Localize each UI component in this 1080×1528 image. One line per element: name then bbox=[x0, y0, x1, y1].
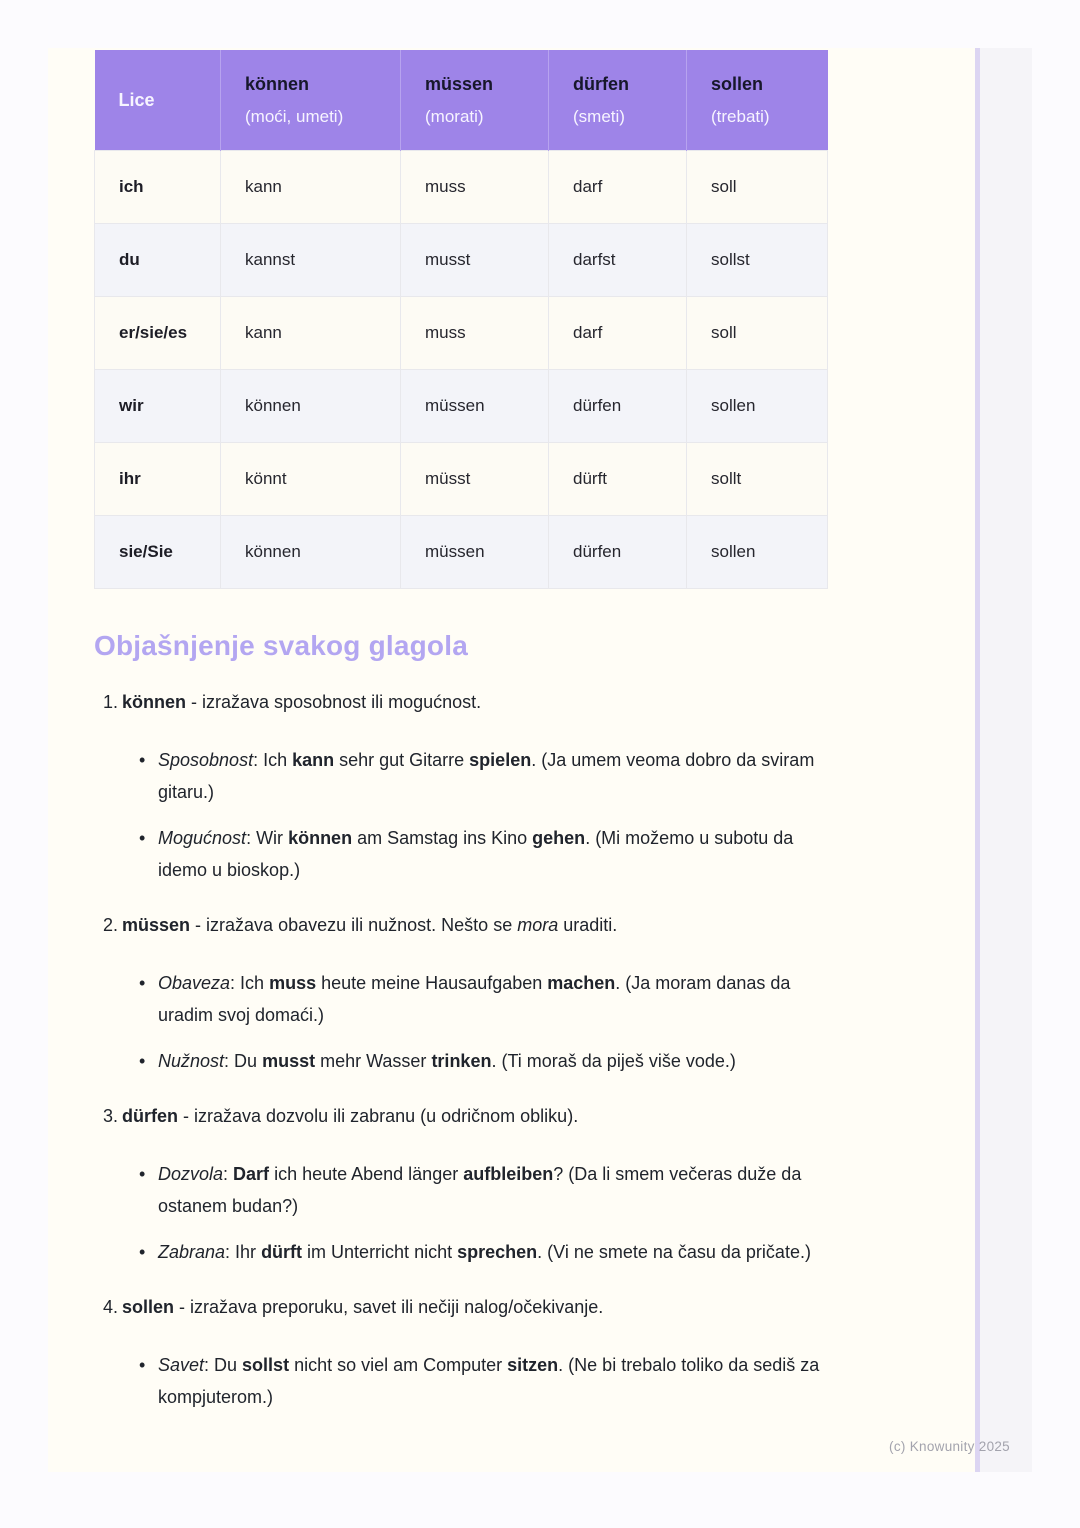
header-translation-label: (smeti) bbox=[573, 107, 625, 126]
conjugation-cell: sollst bbox=[687, 224, 828, 297]
text-segment: Dozvola bbox=[158, 1164, 224, 1184]
conjugation-cell: muss bbox=[401, 151, 549, 224]
text-segment: sitzen bbox=[507, 1355, 559, 1375]
table-header-cell bbox=[687, 50, 828, 151]
text-segment: können bbox=[122, 692, 187, 712]
table-row bbox=[95, 443, 828, 516]
conjugation-cell: können bbox=[221, 370, 401, 443]
explanations-list bbox=[94, 686, 827, 1413]
conjugation-cell: müsst bbox=[401, 443, 549, 516]
text-segment: . (Mi možemo u subotu da idemo u bioskop.) bbox=[158, 828, 794, 880]
text-segment: : Ich bbox=[230, 973, 270, 993]
text-segment: können bbox=[288, 828, 353, 848]
header-translation-label: (trebati) bbox=[711, 107, 770, 126]
document-page bbox=[48, 48, 976, 1472]
item-number: 3. bbox=[103, 1106, 119, 1126]
conjugation-cell: kann bbox=[221, 151, 401, 224]
explanation-lead bbox=[103, 1291, 827, 1323]
text-segment: . (Vi ne smete na času da pričate.) bbox=[537, 1242, 811, 1262]
explanation-lead bbox=[103, 909, 827, 941]
conjugation-cell: soll bbox=[687, 151, 828, 224]
example-list bbox=[94, 1158, 827, 1268]
table-row bbox=[95, 516, 828, 589]
conjugation-cell: darf bbox=[549, 297, 687, 370]
text-segment: musst bbox=[262, 1051, 316, 1071]
example-item bbox=[158, 1045, 827, 1077]
header-verb-label: sollen bbox=[711, 74, 764, 94]
conjugation-cell: können bbox=[221, 516, 401, 589]
text-segment: - izražava dozvolu ili zabranu (u odričnom obliku). bbox=[178, 1106, 579, 1126]
text-segment: Nužnost bbox=[158, 1051, 225, 1071]
example-item bbox=[158, 1158, 827, 1222]
conjugation-cell: musst bbox=[401, 224, 549, 297]
text-segment: : Du bbox=[224, 1051, 263, 1071]
example-list bbox=[94, 967, 827, 1077]
text-segment: . (Ja umem veoma dobro da sviram gitaru.) bbox=[158, 750, 815, 802]
conjugation-cell: dürfen bbox=[549, 370, 687, 443]
text-segment: trinken bbox=[431, 1051, 492, 1071]
example-item bbox=[158, 744, 827, 808]
right-rail bbox=[975, 48, 1032, 1472]
text-segment: sollen bbox=[122, 1297, 175, 1317]
conjugation-cell: sollen bbox=[687, 370, 828, 443]
table-row bbox=[95, 224, 828, 297]
person-cell: ich bbox=[95, 151, 221, 224]
text-segment: Darf bbox=[233, 1164, 270, 1184]
copyright-text: (c) Knowunity 2025 bbox=[889, 1439, 1010, 1454]
conjugation-cell: sollen bbox=[687, 516, 828, 589]
conjugation-cell: darf bbox=[549, 151, 687, 224]
table-header-cell bbox=[95, 50, 221, 151]
text-segment: aufbleiben bbox=[463, 1164, 554, 1184]
text-segment: nicht so viel am Computer bbox=[289, 1355, 508, 1375]
text-segment: mehr Wasser bbox=[315, 1051, 432, 1071]
text-segment: heute meine Hausaufgaben bbox=[316, 973, 548, 993]
person-cell: ihr bbox=[95, 443, 221, 516]
conjugation-cell: kann bbox=[221, 297, 401, 370]
explanation-item bbox=[94, 1100, 827, 1268]
text-segment: : Wir bbox=[246, 828, 289, 848]
header-translation-label: (moći, umeti) bbox=[245, 107, 344, 126]
text-segment: sehr gut Gitarre bbox=[334, 750, 470, 770]
conjugation-cell: soll bbox=[687, 297, 828, 370]
explanation-item bbox=[94, 1291, 827, 1413]
explanation-lead bbox=[103, 686, 827, 718]
text-segment: . (Ne bi trebalo toliko da sediš za kompjuterom.) bbox=[158, 1355, 820, 1407]
table-row bbox=[95, 297, 828, 370]
text-segment: . (Ti moraš da piješ više vode.) bbox=[491, 1051, 736, 1071]
text-segment: müssen bbox=[122, 915, 191, 935]
example-item bbox=[158, 1349, 827, 1413]
explanation-item bbox=[94, 909, 827, 1077]
conjugation-cell: darfst bbox=[549, 224, 687, 297]
header-verb-label: Lice bbox=[118, 90, 155, 110]
table-row bbox=[95, 151, 828, 224]
person-cell: er/sie/es bbox=[95, 297, 221, 370]
conjugation-cell: könnt bbox=[221, 443, 401, 516]
table-header-cell bbox=[221, 50, 401, 151]
text-segment: : Ihr bbox=[225, 1242, 262, 1262]
person-cell: sie/Sie bbox=[95, 516, 221, 589]
text-segment: ? (Da li smem večeras duže da ostanem budan?) bbox=[158, 1164, 802, 1216]
header-verb-label: müssen bbox=[425, 74, 494, 94]
section-heading: Objašnjenje svakog glagola bbox=[94, 630, 468, 661]
text-segment: - izražava preporuku, savet ili nečiji nalog/očekivanje. bbox=[174, 1297, 604, 1317]
text-segment: mora bbox=[517, 915, 559, 935]
table-header-cell bbox=[549, 50, 687, 151]
text-segment: machen bbox=[547, 973, 616, 993]
text-segment: : bbox=[223, 1164, 234, 1184]
text-segment: : Ich bbox=[253, 750, 293, 770]
text-segment: Zabrana bbox=[158, 1242, 226, 1262]
text-segment: Savet bbox=[158, 1355, 205, 1375]
table-row bbox=[95, 370, 828, 443]
example-item bbox=[158, 1236, 827, 1268]
conjugation-cell: müssen bbox=[401, 516, 549, 589]
header-verb-label: dürfen bbox=[573, 74, 629, 94]
text-segment: Obaveza bbox=[158, 973, 231, 993]
text-segment: Mogućnost bbox=[158, 828, 247, 848]
text-segment: dürft bbox=[261, 1242, 303, 1262]
text-segment: dürfen bbox=[122, 1106, 179, 1126]
text-segment: muss bbox=[269, 973, 317, 993]
text-segment: kann bbox=[292, 750, 335, 770]
example-item bbox=[158, 822, 827, 886]
conjugation-cell: dürfen bbox=[549, 516, 687, 589]
conjugation-cell: kannst bbox=[221, 224, 401, 297]
item-number: 2. bbox=[103, 915, 119, 935]
text-segment: sollst bbox=[242, 1355, 290, 1375]
text-segment: Sposobnost bbox=[158, 750, 254, 770]
text-segment: sprechen bbox=[457, 1242, 538, 1262]
text-segment: im Unterricht nicht bbox=[302, 1242, 458, 1262]
header-translation-label: (morati) bbox=[425, 107, 484, 126]
text-segment: - izražava sposobnost ili mogućnost. bbox=[186, 692, 482, 712]
header-verb-label: können bbox=[245, 74, 310, 94]
item-number: 1. bbox=[103, 692, 119, 712]
text-segment: ich heute Abend länger bbox=[269, 1164, 464, 1184]
table-header-cell bbox=[401, 50, 549, 151]
example-list bbox=[94, 744, 827, 886]
text-segment: am Samstag ins Kino bbox=[352, 828, 533, 848]
text-segment: uraditi. bbox=[558, 915, 618, 935]
person-cell: du bbox=[95, 224, 221, 297]
explanation-item bbox=[94, 686, 827, 886]
table-body bbox=[95, 151, 828, 589]
conjugation-cell: müssen bbox=[401, 370, 549, 443]
text-segment: - izražava obavezu ili nužnost. Nešto se bbox=[190, 915, 518, 935]
conjugation-cell: sollt bbox=[687, 443, 828, 516]
text-segment: gehen bbox=[532, 828, 586, 848]
example-list bbox=[94, 1349, 827, 1413]
text-segment: : Du bbox=[204, 1355, 243, 1375]
text-segment: spielen bbox=[469, 750, 532, 770]
item-number: 4. bbox=[103, 1297, 119, 1317]
conjugation-cell: dürft bbox=[549, 443, 687, 516]
person-cell: wir bbox=[95, 370, 221, 443]
text-segment: . (Ja moram danas da uradim svoj domaći.) bbox=[158, 973, 791, 1025]
explanation-lead bbox=[103, 1100, 827, 1132]
example-item bbox=[158, 967, 827, 1031]
conjugation-table bbox=[94, 50, 828, 589]
table-header-row bbox=[95, 50, 828, 151]
conjugation-cell: muss bbox=[401, 297, 549, 370]
